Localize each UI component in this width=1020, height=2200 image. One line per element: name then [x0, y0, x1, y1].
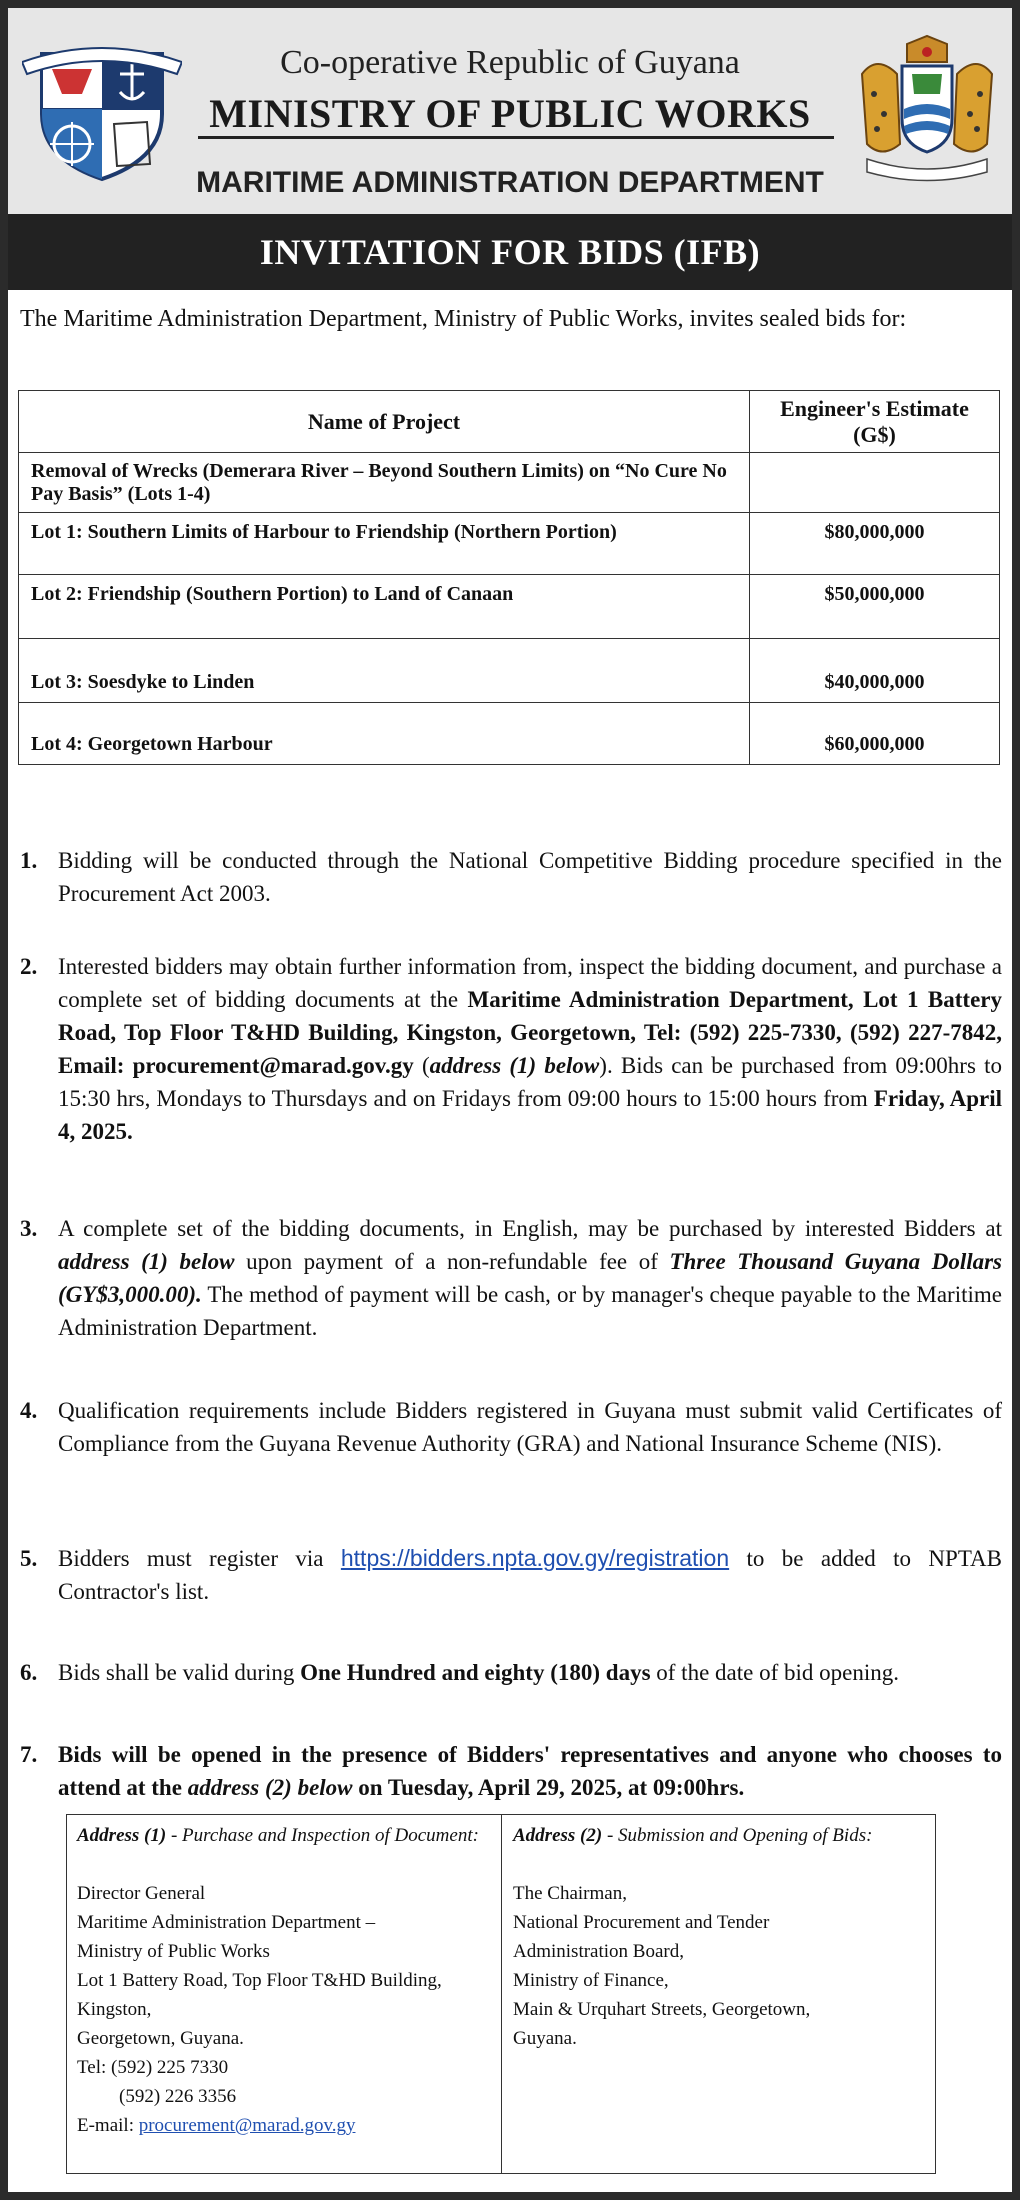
department-name: MARITIME ADMINISTRATION DEPARTMENT — [196, 166, 824, 199]
estimate-cell: $40,000,000 — [750, 639, 1000, 703]
address-line: Main & Urquhart Streets, Georgetown, — [513, 1999, 811, 2020]
address-line: Kingston, — [77, 1999, 152, 2020]
table-row — [19, 513, 1000, 575]
item-number: 5. — [20, 1546, 38, 1571]
ifb-notice-page — [8, 8, 1012, 2192]
project-name-cell: Lot 1: Southern Limits of Harbour to Friendship (Northern Portion) — [19, 513, 750, 575]
table-row — [19, 639, 1000, 703]
address-line: Tel: (592) 225 7330 — [77, 2057, 229, 2078]
project-name-cell: Lot 2: Friendship (Southern Portion) to Land of Canaan — [19, 575, 750, 639]
item-text: Bids shall be valid during One Hundred and eighty (180) days of the date of bid opening. — [58, 1660, 899, 1685]
item-number: 3. — [20, 1216, 38, 1241]
address-line: Guyana. — [513, 2028, 577, 2049]
item-number: 6. — [20, 1660, 38, 1685]
estimate-cell — [750, 453, 1000, 513]
item-number: 1. — [20, 848, 38, 873]
header-band — [8, 8, 1012, 214]
notice-title: INVITATION FOR BIDS (IFB) — [8, 214, 1012, 290]
registration-link[interactable]: https://bidders.npta.gov.gy/registration — [340, 1545, 730, 1571]
project-name-cell: Lot 3: Soesdyke to Linden — [19, 639, 750, 703]
address-1-heading: Address (1) - Purchase and Inspection of Document: — [77, 1825, 479, 1846]
item-text: Bidding will be conducted through the National Competitive Bidding procedure specified in the Procurement Act 2003. — [58, 848, 1002, 906]
address-line: Lot 1 Battery Road, Top Floor T&HD Building, — [77, 1970, 442, 1991]
guyana-coat-of-arms-icon — [852, 34, 1002, 189]
address-2-cell — [503, 1815, 935, 2173]
item-text: A complete set of the bidding documents, in English, may be purchased by interested Bidders at address (1) below upon payment of a non-refundable fee of Three Thousand Guyana Dollars (GY$3,000.00). The method of payment will be cash, or by manager's cheque payable to the Maritime Administration Department. — [58, 1216, 1002, 1340]
estimate-cell: $80,000,000 — [750, 513, 1000, 575]
address-line: National Procurement and Tender — [513, 1912, 770, 1933]
country-name: Co-operative Republic of Guyana — [280, 44, 740, 81]
email-link[interactable]: procurement@marad.gov.gy — [138, 2115, 356, 2136]
table-row — [19, 453, 1000, 513]
table-header-project: Name of Project — [19, 391, 750, 453]
projects-table — [18, 390, 1000, 765]
project-name-cell: Removal of Wrecks (Demerara River – Beyond Southern Limits) on “No Cure No Pay Basis” (Lots 1-4) — [19, 453, 750, 513]
address-1-cell — [67, 1815, 502, 2173]
item-text: Qualification requirements include Bidders registered in Guyana must submit valid Certificates of Compliance from the Guyana Revenue Authority (GRA) and National Insurance Scheme (NIS). — [58, 1398, 1002, 1456]
address-line: Administration Board, — [513, 1941, 684, 1962]
address-line: Ministry of Finance, — [513, 1970, 669, 1991]
address-line: The Chairman, — [513, 1883, 627, 1904]
address-line: Maritime Administration Department – — [77, 1912, 376, 1933]
item-number: 2. — [20, 954, 38, 979]
table-header-row — [19, 391, 1000, 453]
estimate-cell: $60,000,000 — [750, 703, 1000, 765]
address-box — [66, 1814, 936, 2174]
table-header-estimate: Engineer's Estimate (G$) — [750, 391, 1000, 453]
item-number: 4. — [20, 1398, 38, 1423]
intro-text: The Maritime Administration Department, Ministry of Public Works, invites sealed bids for: — [20, 306, 907, 332]
address-line: Director General — [77, 1883, 206, 1904]
item-text: Bidders must register via https://bidders.npta.gov.gy/registration to be added to NPTAB Contractor's list. — [58, 1545, 1002, 1604]
project-name-cell: Lot 4: Georgetown Harbour — [19, 703, 750, 765]
address-line: Ministry of Public Works — [77, 1941, 270, 1962]
table-row — [19, 703, 1000, 765]
address-line: Georgetown, Guyana. — [77, 2028, 244, 2049]
address-line: (592) 226 3356 — [119, 2086, 237, 2107]
item-number: 7. — [20, 1742, 38, 1767]
header-rule — [198, 136, 834, 139]
estimate-cell: $50,000,000 — [750, 575, 1000, 639]
item-text: Bids will be opened in the presence of Bidders' representatives and anyone who chooses to attend at the address (2) below on Tuesday, April 29, 2025, at 09:00hrs. — [58, 1742, 1002, 1800]
item-text: Interested bidders may obtain further information from, inspect the bidding document, and purchase a complete set of bidding documents at the Maritime Administration Department, Lot 1 Battery Road, Top Floor T&HD Building, Kingston, Georgetown, Tel: (592) 225-7330, (592) 227-7842, Email: procurement@marad.gov.gy (address (1) below). Bids can be purchased from 09:00hrs to 15:30 hrs, Mondays to Thursdays and on Fridays from 09:00 hours to 15:00 hours from Friday, April 4, 2025. — [58, 954, 1002, 1144]
table-row — [19, 575, 1000, 639]
email-line: E-mail: procurement@marad.gov.gy — [77, 2115, 356, 2136]
ministry-name: MINISTRY OF PUBLIC WORKS — [209, 91, 811, 136]
address-2-heading: Address (2) - Submission and Opening of Bids: — [513, 1825, 873, 1846]
